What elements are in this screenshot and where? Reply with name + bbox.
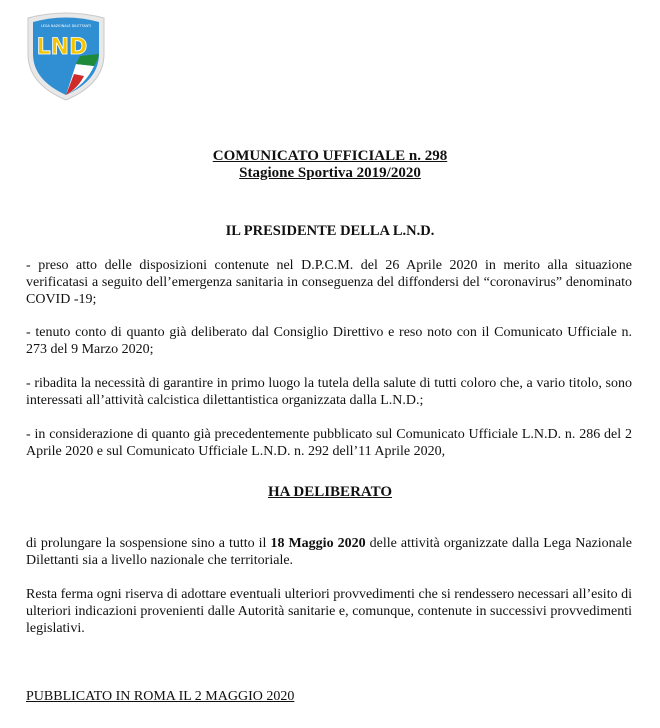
decision-date: 18 Maggio 2020 (270, 536, 366, 551)
publication-footer: PUBBLICATO IN ROMA IL 2 MAGGIO 2020 (26, 689, 295, 704)
lnd-logo (24, 10, 108, 102)
decision-text-after: delle attività organizzate dalla Lega Nazionale Dilettanti sia a livello nazionale che territoriale. (26, 536, 632, 568)
paragraph-consiglio: - tenuto conto di quanto già deliberato dal Consiglio Direttivo e reso noto con il Comunicato Ufficiale n. 273 del 9 Marzo 2020; (26, 325, 632, 357)
paragraph-tutela: - ribadita la necessità di garantire in primo luogo la tutela della salute di tutti coloro che, a vario titolo, sono interessati all’attività calcistica dilettantistica organizzata dalla L.N.D.; (26, 376, 632, 408)
document-header (0, 148, 660, 182)
president-heading: IL PRESIDENTE DELLA L.N.D. (225, 223, 435, 239)
logo-text: LND (36, 35, 88, 60)
paragraph-reserve: Resta ferma ogni riserva di adottare eventuali ulteriori provvedimenti che si rendessero necessari all’esito di ulteriori indicazioni provenienti dalle Autorità sanitarie e, comunque, contenute in successivi provvedimenti legislativi. (26, 587, 632, 636)
season-subtitle: Stagione Sportiva 2019/2020 (239, 165, 421, 181)
communique-title: COMUNICATO UFFICIALE n. 298 (212, 148, 448, 164)
decision-text-before: di prolungare la sospensione sino a tutto il (26, 536, 271, 551)
paragraph-decision (26, 535, 632, 569)
logo-small-text: LEGA NAZIONALE DILETTANTI (40, 24, 92, 28)
paragraph-dpcm: - preso atto delle disposizioni contenute nel D.P.C.M. del 26 Aprile 2020 in merito alla situazione verificatasi a seguito dell’emergenza sanitaria in conseguenza del diffondersi del “coronavirus” denominato COVID -19; (26, 258, 632, 307)
deliberato-heading: HA DELIBERATO (267, 484, 393, 500)
paragraph-comunicati: - in considerazione di quanto già precedentemente pubblicato sul Comunicato Ufficiale L.N.D. n. 286 del 2 Aprile 2020 e sul Comunicato Ufficiale L.N.D. n. 292 dell’11 Aprile 2020, (26, 427, 632, 459)
